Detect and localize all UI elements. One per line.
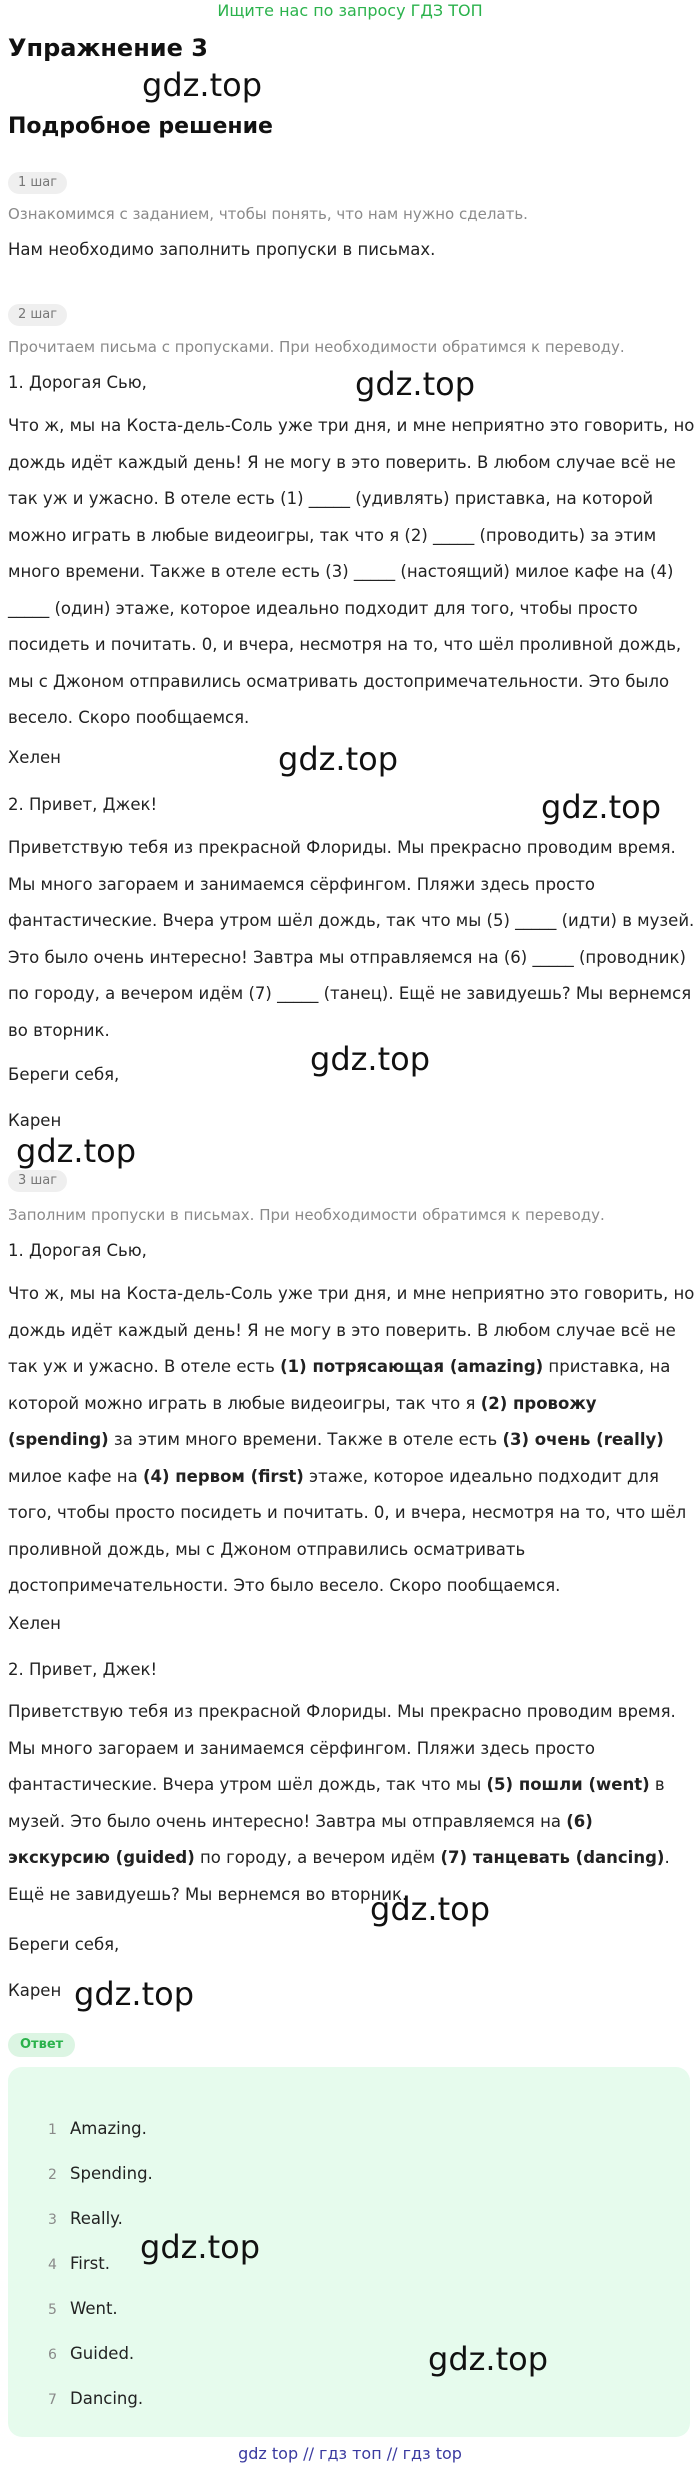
letter-body	[8, 1276, 698, 1605]
answer-item	[48, 2297, 118, 2321]
letter-greeting: 2. Привет, Джек!	[8, 795, 158, 814]
watermark: gdz.top	[355, 365, 476, 403]
step-text: Нам необходимо заполнить пропуски в письмах.	[8, 240, 436, 259]
answer-text: Really.	[70, 2209, 123, 2228]
letter-text: по городу, а вечером идём	[194, 1848, 441, 1867]
answer-item	[48, 2162, 153, 2186]
filled-answer: (3) очень (really)	[502, 1430, 664, 1449]
letter-text: Что ж, мы на Коста-дель-Соль уже три дня, и мне неприятно это говорить, но дождь идёт каждый день! Я не могу в это поверить. В любом случае всё не так уж и ужасно. В отеле есть	[8, 1284, 695, 1376]
step-caption: Прочитаем письма с пропусками. При необходимости обратимся к переводу.	[8, 338, 625, 356]
letter-greeting: 1. Дорогая Сью,	[8, 373, 147, 392]
top-banner[interactable]: Ищите нас по запросу ГДЗ ТОП	[217, 1, 483, 20]
filled-answer: (2) провожу (spending)	[8, 1393, 597, 1449]
step-badge: 3 шаг	[8, 1170, 67, 1192]
watermark: gdz.top	[16, 1132, 137, 1170]
letter-text: за этим много времени. Также в отеле есть	[108, 1430, 503, 1449]
letter-greeting: 2. Привет, Джек!	[8, 1660, 158, 1679]
step-badge: 1 шаг	[8, 172, 67, 194]
letter-signature: Хелен	[8, 1614, 61, 1633]
watermark: gdz.top	[74, 1975, 195, 2013]
letter-text: . Ещё не завидуешь? Мы вернемся во вторник.	[8, 1848, 670, 1904]
answer-item	[48, 2117, 147, 2141]
answer-text: Went.	[70, 2299, 118, 2318]
watermark: gdz.top	[428, 2340, 549, 2378]
letter-signature: Карен	[8, 1111, 62, 1130]
watermark: gdz.top	[310, 1040, 431, 1078]
letter-text: милое кафе на	[8, 1466, 143, 1486]
letter-signature: Хелен	[8, 748, 61, 767]
answer-text: First.	[70, 2254, 110, 2273]
filled-answer: (4) первом (first)	[142, 1466, 304, 1486]
answer-item	[48, 2342, 134, 2366]
filled-answer: (6) экскурсию (guided)	[8, 1811, 593, 1867]
watermark: gdz.top	[142, 66, 263, 104]
filled-answer: (7) танцевать (dancing)	[440, 1848, 665, 1867]
answer-text: Dancing.	[70, 2389, 144, 2408]
answer-badge: Ответ	[8, 2033, 75, 2057]
filled-answer: (1) потрясающая (amazing)	[280, 1357, 544, 1376]
answer-text: Guided.	[70, 2344, 135, 2363]
letter-signature: Карен	[8, 1981, 62, 2000]
answer-number: 3	[48, 2212, 57, 2228]
answer-item	[48, 2387, 143, 2411]
section-subtitle: Подробное решение	[8, 114, 273, 139]
letter-closing: Береги себя,	[8, 1065, 120, 1084]
letter-text: приставка, на которой можно играть в любые видеоигры, так что я	[8, 1357, 671, 1413]
answer-number: 2	[48, 2167, 57, 2183]
step-badge: 2 шаг	[8, 304, 67, 326]
letter-body: Приветствую тебя из прекрасной Флориды. Мы прекрасно проводим время. Мы много загораем и занимаемся сёрфингом. Пляжи здесь просто фантастические. Вчера утром шёл дождь, так что мы (5) _____ (идти) в музей. Это было очень интересно! Завтра мы отправляемся на (6) _____ (проводник) по городу, а вечером идём (7) _____ (танец). Ещё не завидуешь? Мы вернемся во вторник.	[8, 838, 695, 1040]
letter-text: в музей. Это было очень интересно! Завтра мы отправляемся на	[8, 1775, 665, 1831]
letter-text: Приветствую тебя из прекрасной Флориды. Мы прекрасно проводим время. Мы много загораем и занимаемся сёрфингом. Пляжи здесь просто фантастические. Вчера утром шёл дождь, так что мы	[8, 1702, 676, 1794]
page-title: Упражнение 3	[8, 34, 208, 62]
footer-links[interactable]: gdz top // гдз топ // гдз top	[238, 2444, 462, 2463]
answer-box	[8, 2067, 690, 2437]
filled-answer: (5) пошли (went)	[486, 1775, 650, 1794]
answer-number: 4	[48, 2257, 57, 2273]
answer-number: 7	[48, 2392, 57, 2408]
answer-item	[48, 2207, 123, 2231]
answer-number: 5	[48, 2302, 57, 2318]
letter-body	[8, 1694, 698, 1913]
watermark: gdz.top	[140, 2228, 261, 2266]
answer-item	[48, 2252, 110, 2276]
watermark: gdz.top	[541, 788, 662, 826]
letter-text: этаже, которое идеально подходит для того, чтобы просто посидеть и почитать. 0, и вчера, несмотря на то, что шёл проливной дождь, мы с Джоном отправились осматривать достопримечательности. Это было весело. Скоро пообщаемся.	[8, 1466, 687, 1595]
letter-closing: Береги себя,	[8, 1935, 120, 1954]
answer-number: 6	[48, 2347, 57, 2363]
answer-text: Amazing.	[70, 2119, 147, 2138]
answer-number: 1	[48, 2122, 57, 2138]
watermark: gdz.top	[370, 1890, 491, 1928]
letter-body: Что ж, мы на Коста-дель-Соль уже три дня, и мне неприятно это говорить, но дождь идёт каждый день! Я не могу в это поверить. В любом случае всё не так уж и ужасно. В отеле есть (1) _____ (удивлять) приставка, на которой можно играть в любые видеоигры, так что я (2) _____ (проводить) за этим много времени. Также в отеле есть (3) _____ (настоящий) милое кафе на (4) _____ (один) этаже, которое идеально подходит для того, чтобы просто посидеть и почитать. 0, и вчера, несмотря на то, что шёл проливной дождь, мы с Джоном отправились осматривать достопримечательности. Это было весело. Скоро пообщаемся.	[8, 416, 695, 727]
step-caption: Ознакомимся с заданием, чтобы понять, что нам нужно сделать.	[8, 205, 528, 223]
step-caption: Заполним пропуски в письмах. При необходимости обратимся к переводу.	[8, 1206, 605, 1224]
answer-text: Spending.	[70, 2164, 153, 2183]
watermark: gdz.top	[278, 740, 399, 778]
letter-greeting: 1. Дорогая Сью,	[8, 1241, 147, 1260]
